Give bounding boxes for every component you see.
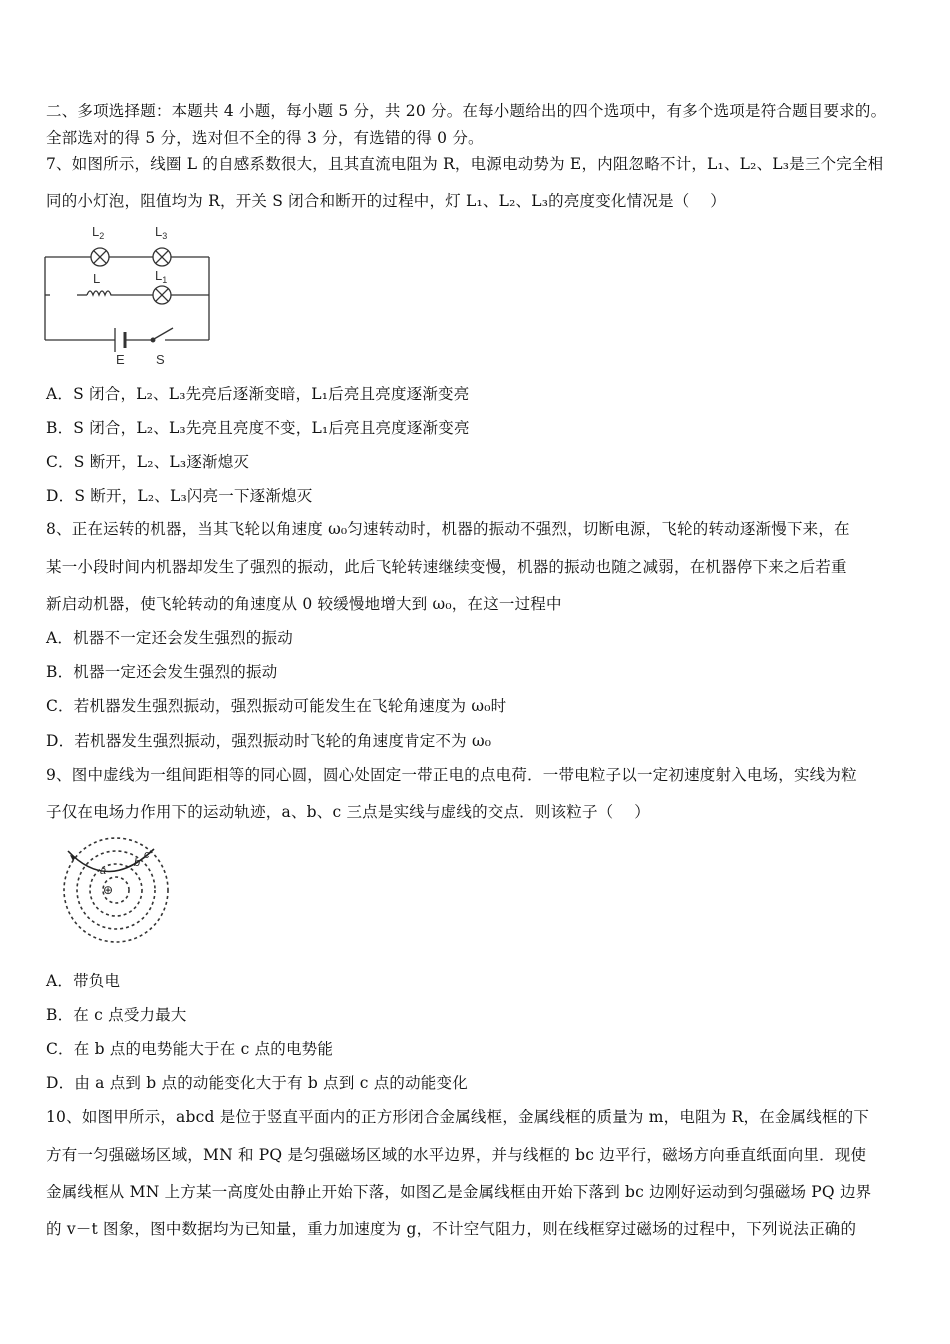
- equipotential-circle-4: [64, 838, 168, 942]
- q7-circuit-diagram: [40, 222, 215, 367]
- q9-stem-line-2: 子仅在电场力作用下的运动轨迹，a、b、c 三点是实线与虚线的交点．则该粒子（ ）: [46, 803, 650, 821]
- section-heading-line-2: 全部选对的得 5 分，选对但不全的得 3 分，有选错的得 0 分。: [46, 129, 484, 147]
- lamp-L1-icon: [153, 286, 171, 304]
- q10-stem-line-2: 方有一匀强磁场区域，MN 和 PQ 是匀强磁场区域的水平边界，并与线框的 bc 边平行，磁场方向垂直纸面向里．现使: [46, 1146, 867, 1164]
- label-L3: $L_3$: [155, 224, 168, 241]
- q7-option-b: B．S 闭合，L₂、L₃先亮且亮度不变，L₁后亮且亮度逐渐变亮: [46, 419, 470, 437]
- q7-option-d: D．S 断开，L₂、L₃闪亮一下逐渐熄灭: [46, 487, 313, 505]
- q9-option-b: B．在 c 点受力最大: [46, 1006, 187, 1024]
- point-a-label: a: [100, 865, 107, 877]
- q8-stem-line-3: 新启动机器，使飞轮转动的角速度从 0 较缓慢地增大到 ω₀，在这一过程中: [46, 595, 562, 613]
- center-charge-icon: ⊕: [102, 883, 114, 897]
- q8-option-b: B．机器一定还会发生强烈的振动: [46, 663, 278, 681]
- q8-option-a: A．机器不一定还会发生强烈的振动: [46, 629, 293, 647]
- q7-option-c: C．S 断开，L₂、L₃逐渐熄灭: [46, 453, 250, 471]
- point-c-label: c: [144, 849, 150, 861]
- label-E: E: [116, 352, 125, 367]
- inductor-coil-icon: [87, 291, 113, 295]
- battery-icon: [115, 328, 125, 352]
- section-heading-line-1: 二、多项选择题：本题共 4 小题，每小题 5 分，共 20 分。在每小题给出的四个选项中，有多个选项是符合题目要求的。: [46, 102, 887, 120]
- q8-option-d: D．若机器发生强烈振动，强烈振动时飞轮的角速度肯定不为 ω₀: [46, 732, 492, 750]
- point-b-label: b: [134, 857, 141, 869]
- label-L2: $L_2$: [92, 224, 105, 241]
- equipotential-circle-3: [77, 851, 155, 929]
- label-S: S: [156, 352, 165, 367]
- q9-option-d: D．由 a 点到 b 点的动能变化大于有 b 点到 c 点的动能变化: [46, 1074, 468, 1092]
- q9-option-c: C．在 b 点的电势能大于在 c 点的电势能: [46, 1040, 334, 1058]
- q7-stem-line-2: 同的小灯泡，阻值均为 R，开关 S 闭合和断开的过程中，灯 L₁、L₂、L₃的亮度变化情况是（ ）: [46, 192, 726, 210]
- q10-stem-line-1: 10、如图甲所示，abcd 是位于竖直平面内的正方形闭合金属线框，金属线框的质量为 m，电阻为 R，在金属线框的下: [46, 1108, 870, 1126]
- q8-stem-line-2: 某一小段时间内机器却发生了强烈的振动，此后飞轮转速继续变慢，机器的振动也随之减弱，在机器停下来之后若重: [46, 558, 847, 576]
- label-L: L: [93, 271, 101, 286]
- label-L1: $L_1$: [155, 268, 168, 285]
- q10-stem-line-4: 的 v－t 图象，图中数据均为已知量，重力加速度为 g，不计空气阻力，则在线框穿过磁场的过程中，下列说法正确的: [46, 1220, 857, 1238]
- q9-option-a: A．带负电: [46, 972, 121, 990]
- q7-option-a: A．S 闭合，L₂、L₃先亮后逐渐变暗，L₁后亮且亮度逐渐变亮: [46, 385, 470, 403]
- q10-stem-line-3: 金属线框从 MN 上方某一高度处由静止开始下落，如图乙是金属线框由开始下落到 bc 边刚好运动到匀强磁场 PQ 边界: [46, 1183, 872, 1201]
- q9-stem-line-1: 9、图中虚线为一组间距相等的同心圆，圆心处固定一带正电的点电荷．一带电粒子以一定初速度射入电场，实线为粒: [46, 766, 857, 784]
- q7-stem-line-1: 7、如图所示，线圈 L 的自感系数很大，且其直流电阻为 R，电源电动势为 E，内阻忽略不计，L₁、L₂、L₃是三个完全相: [46, 155, 884, 173]
- q8-option-c: C．若机器发生强烈振动，强烈振动可能发生在飞轮角速度为 ω₀时: [46, 697, 507, 715]
- lamp-L3-icon: [153, 248, 171, 266]
- equipotential-circle-2: [90, 864, 142, 916]
- q9-field-diagram: [46, 833, 188, 953]
- q8-stem-line-1: 8、正在运转的机器，当其飞轮以角速度 ω₀匀速转动时，机器的振动不强烈，切断电源，飞轮的转动逐渐慢下来，在: [46, 520, 850, 538]
- lamp-L2-icon: [91, 248, 109, 266]
